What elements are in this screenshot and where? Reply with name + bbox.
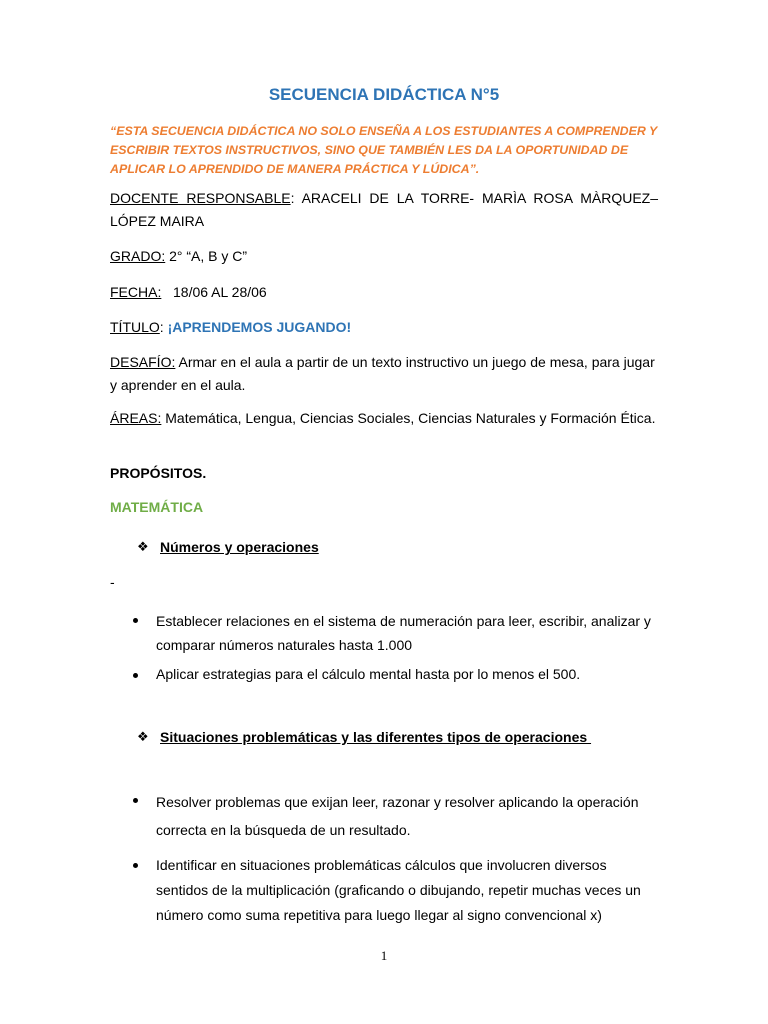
titulo-label: TÍTULO [110,319,160,335]
page-number: 1 [380,948,388,963]
grado-value: 2° “A, B y C” [165,248,248,264]
stray-dash: - [110,574,115,590]
areas-label: ÁREAS: [110,410,162,426]
docente-value: : ARACELI DE LA TORRE- MARÌA ROSA MÀRQUEZ– LÓPEZ MAIRA [110,190,658,229]
list-item: Identificar en situaciones problemáticas cálculos que involucren diversos sentidos de la multiplicación (graficando o dibujando, repetir muchas veces un número como suma repetitiva para luego llegar al signo convencional x) [156,857,641,923]
fecha-label: FECHA: [110,284,162,300]
grado-field [110,245,658,268]
bullet-dot-icon [133,618,138,623]
matematica-heading: MATEMÁTICA [110,499,204,515]
fecha-field [110,281,658,304]
docente-field [110,187,658,233]
subheading-numeros: Números y operaciones [160,539,319,555]
areas-value: Matemática, Lengua, Ciencias Sociales, Ciencias Naturales y Formación Ética. [161,410,656,426]
fecha-value: 18/06 AL 28/06 [161,284,267,300]
bullet-dot-icon [133,798,138,803]
desafio-label: DESAFÍO: [110,354,176,370]
bullet-dot-icon [133,863,138,868]
areas-field [110,407,658,430]
titulo-value: ¡APRENDEMOS JUGANDO! [167,319,352,335]
desafio-value: Armar en el aula a partir de un texto instructivo un juego de mesa, para jugar y aprender en el aula. [110,354,655,393]
diamond-bullet-icon: ❖ [137,729,149,744]
list-item: Resolver problemas que exijan leer, razonar y resolver aplicando la operación correcta en la búsqueda de un resultado. [156,794,639,838]
subheading-situaciones: Situaciones problemáticas y las diferentes tipos de operaciones [160,729,592,745]
diamond-bullet-icon: ❖ [137,539,149,554]
list-item: Establecer relaciones en el sistema de numeración para leer, escribir, analizar y comparar números naturales hasta 1.000 [156,613,651,653]
intro-quote: “ESTA SECUENCIA DIDÁCTICA NO SOLO ENSEÑA A LOS ESTUDIANTES A COMPRENDER Y ESCRIBIR TEXTOS INSTRUCTIVOS, SINO QUE TAMBIÉN LES DA LA OPORTUNIDAD DE APLICAR LO APRENDIDO DE MANERA PRÁCTICA Y LÚDICA”. [110,124,658,176]
document-title: SECUENCIA DIDÁCTICA N°5 [268,85,500,104]
docente-label: DOCENTE RESPONSABLE [110,190,291,206]
propositos-heading: PROPÓSITOS. [110,465,207,481]
grado-label: GRADO: [110,248,166,264]
desafio-field [110,351,658,397]
titulo-field [110,316,658,339]
list-item: Aplicar estrategias para el cálculo mental hasta por lo menos el 500. [156,666,581,682]
bullet-dot-icon [133,673,138,678]
titulo-colon: : [159,319,168,335]
